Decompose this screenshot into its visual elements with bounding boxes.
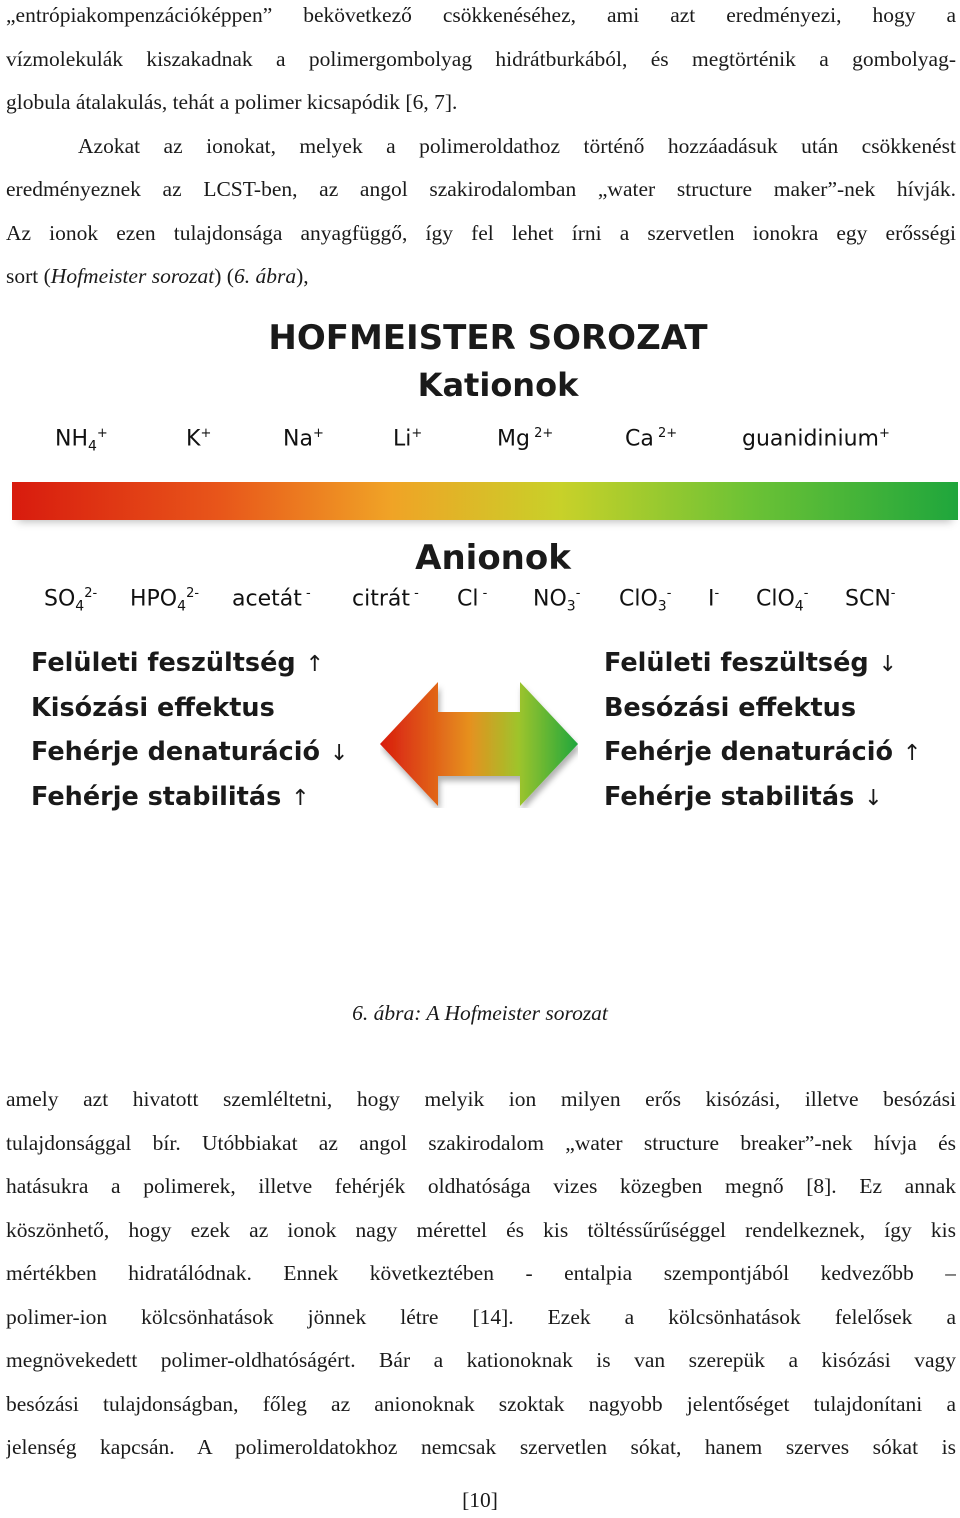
text-line: vízmolekulák kiszakadnak a polimergombolyag hidrátburkából, és megtörténik a gombolyag- xyxy=(6,46,956,71)
text-line: polimer-ion kölcsönhatások jönnek létre [14]. Ezek a kölcsönhatások felelősek a xyxy=(6,1304,956,1329)
text-line: amely azt hivatott szemléltetni, hogy melyik ion milyen erős kisózási, illetve besózási xyxy=(6,1087,956,1111)
italic-term: Hofmeister sorozat xyxy=(50,264,215,288)
effect-item xyxy=(31,737,348,767)
cation-label: Mg $^{2+}$ xyxy=(497,426,554,452)
cations-heading: Kationok xyxy=(417,366,579,404)
anion-label: SCN- xyxy=(845,586,896,612)
anion-label: $NO_3^-$ xyxy=(533,586,581,615)
effect-item xyxy=(604,693,856,723)
anion-label: I- xyxy=(708,586,720,612)
effect-label: Felületi feszültség xyxy=(31,648,296,678)
effect-item xyxy=(604,648,897,678)
effect-item xyxy=(604,737,921,767)
text-line: megnövekedett polimer-oldhatóságért. Bár a kationoknak is van szerepük a kisózási vagy xyxy=(6,1348,956,1372)
strength-gradient-bar xyxy=(12,482,958,520)
bottom-text-block xyxy=(6,1078,956,1470)
anion-label: ClO$_3$- xyxy=(619,586,672,615)
effect-label: Fehérje denaturáció xyxy=(31,737,321,767)
hofmeister-figure xyxy=(0,310,960,850)
arrow-up-icon: ↑ xyxy=(305,652,325,677)
text-fragment: ), xyxy=(296,264,309,288)
text-line: Azokat az ionokat, melyek a polimeroldathoz történő hozzáadásuk után csökkenést xyxy=(78,133,956,158)
arrow-down-icon: ↓ xyxy=(330,741,349,766)
effect-item xyxy=(604,782,883,812)
cation-label: Na+ xyxy=(283,426,324,452)
text-line: besózási tulajdonságban, főleg az anionoknak szoktak nagyobb jelentőséget tulajdonítani a xyxy=(6,1391,956,1416)
cation-label: K+ xyxy=(186,426,212,452)
top-text-block xyxy=(6,0,956,299)
anion-label: $SO_4^{2-}$ xyxy=(44,586,98,615)
effect-item xyxy=(31,693,275,723)
text-line: globula átalakulás, tehát a polimer kicsapódik [6, 7]. xyxy=(6,90,458,114)
cation-label: guanidinium+ xyxy=(742,426,890,452)
effect-label: Fehérje stabilitás xyxy=(31,781,282,812)
text-line: mértékben hidratálódnak. Ennek következtében - entalpia szempontjából kedvezőbb – xyxy=(6,1261,956,1285)
cation-label: Ca $^{2+}$ xyxy=(625,426,678,452)
effect-label: Fehérje stabilitás xyxy=(604,781,855,812)
text-line: tulajdonsággal bír. Utóbbiakat az angol szakirodalom „water structure breaker”-nek hívja és xyxy=(6,1130,956,1155)
text-line: jelenség kapcsán. A polimeroldatokhoz nemcsak szervetlen sókat, hanem szerves sókat is xyxy=(6,1435,956,1459)
text-line: eredményeznek az LCST-ben, az angol szakirodalomban „water structure maker”-nek hívják. xyxy=(6,177,956,201)
arrow-down-icon: ↓ xyxy=(878,652,898,677)
cation-label: $NH_4^+$ xyxy=(55,426,108,455)
effect-label: Fehérje denaturáció xyxy=(604,737,894,767)
arrow-down-icon: ↓ xyxy=(864,785,883,811)
text-line-with-reference xyxy=(6,255,956,299)
effect-label: Kisózási effektus xyxy=(31,692,275,723)
anion-label: Cl - xyxy=(457,586,488,612)
text-line: Az ionok ezen tulajdonsága anyagfüggő, így fel lehet írni a szervetlen ionokra egy erősségi xyxy=(6,220,956,245)
text-line: „entrópiakompenzációképpen” bekövetkező csökkenéséhez, ami azt eredményezi, hogy a xyxy=(6,3,956,27)
double-arrow-icon xyxy=(380,680,578,808)
anion-label: citrát - xyxy=(352,586,419,612)
arrow-up-icon: ↑ xyxy=(291,785,310,811)
anion-label: acetát - xyxy=(232,586,311,612)
figure-title: HOFMEISTER SOROZAT xyxy=(268,318,708,358)
text-line: köszönhető, hogy ezek az ionok nagy mérettel és kis töltéssűrűséggel rendelkeznek, így kis xyxy=(6,1217,956,1242)
text-line: hatásukra a polimerek, illetve fehérjék oldhatósága vizes közegben megnő [8]. Ez annak xyxy=(6,1174,956,1198)
anion-label: $HPO_4^{2-}$ xyxy=(130,586,200,615)
effect-label: Besózási effektus xyxy=(604,692,856,723)
figure-caption: 6. ábra: A Hofmeister sorozat xyxy=(352,1001,608,1025)
text-fragment: sort ( xyxy=(6,264,51,288)
effect-item xyxy=(31,648,324,678)
page-number: [10] xyxy=(462,1488,498,1512)
effect-item xyxy=(31,782,310,812)
effect-label: Felületi feszültség xyxy=(604,648,869,678)
anion-label: ClO$_4$- xyxy=(756,586,809,615)
figure-reference: 6. ábra xyxy=(233,264,297,288)
arrow-up-icon: ↑ xyxy=(903,741,922,766)
anions-heading: Anionok xyxy=(415,538,571,578)
cation-label: Li+ xyxy=(393,426,423,452)
text-fragment: ) ( xyxy=(214,264,234,288)
